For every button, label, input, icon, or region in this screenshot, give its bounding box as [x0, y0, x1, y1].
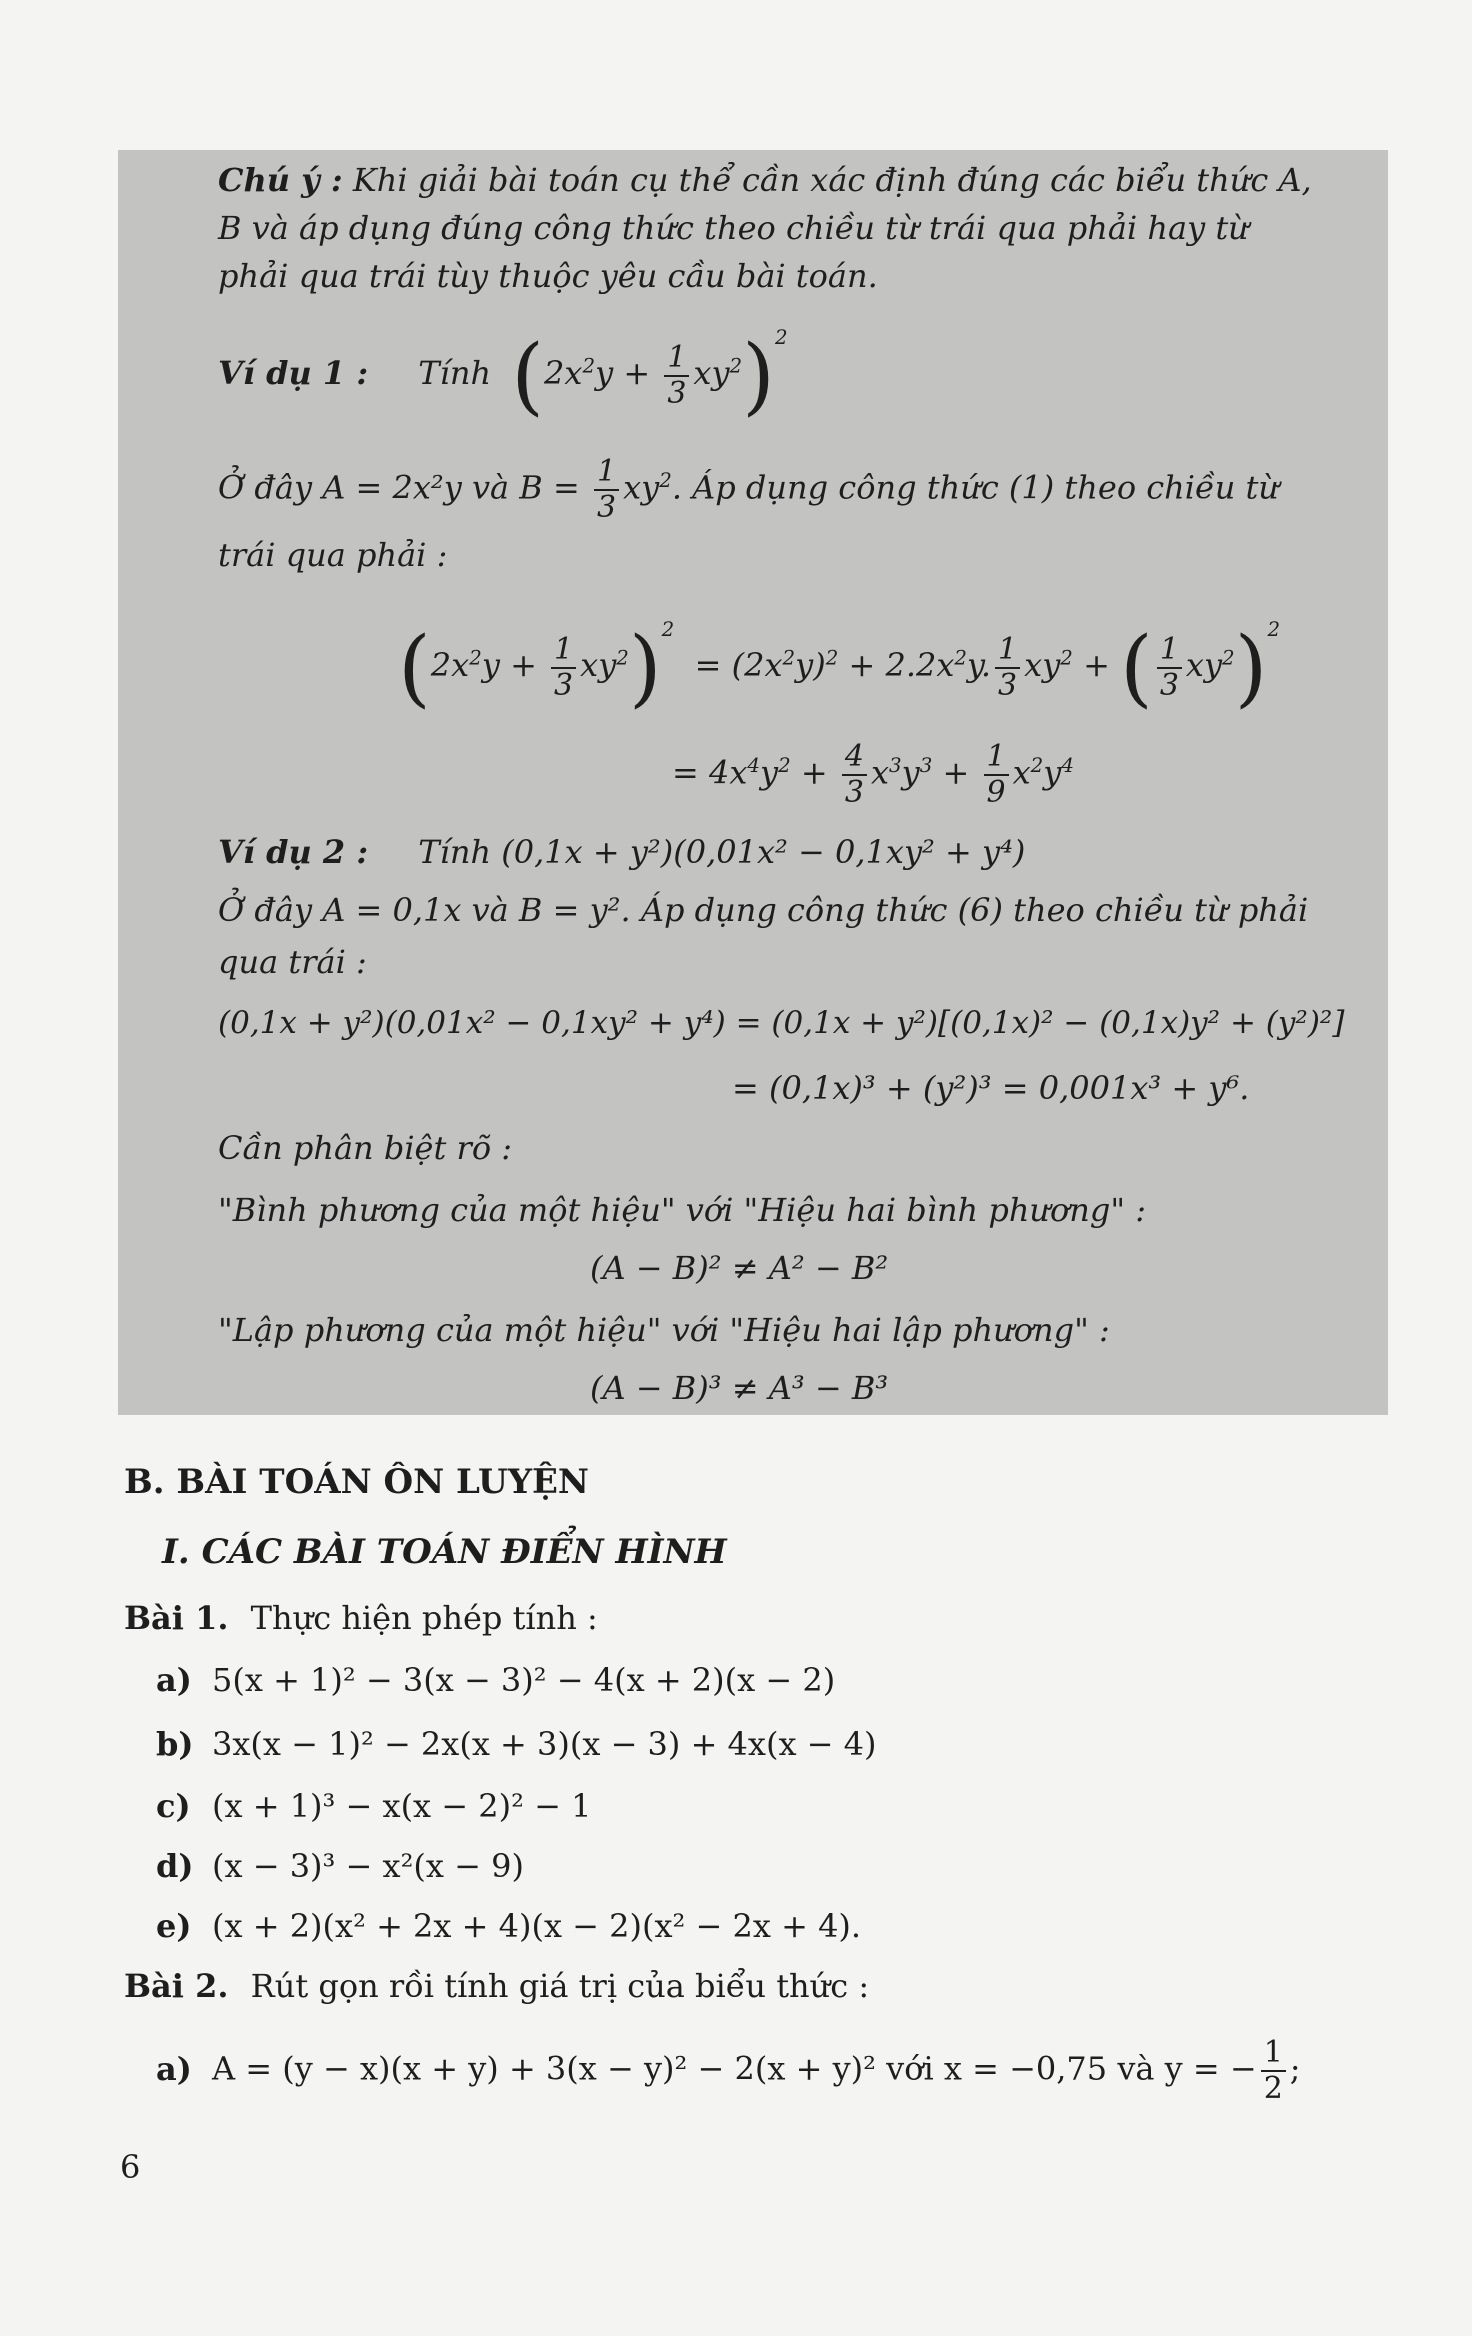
example-2-line-a: Ở đây A = 0,1x và B = y². Áp dụng công thức (6) theo chiều từ phải — [218, 891, 1309, 929]
note-line-2: B và áp dụng đúng công thức theo chiều từ trái qua phải hay từ — [218, 209, 1249, 247]
example-2-line-b: qua trái : — [218, 943, 367, 981]
cube-difference-note: "Lập phương của một hiệu" với "Hiệu hai lập phương" : — [218, 1311, 1110, 1349]
cube-difference-inequality: (A − B)³ ≠ A³ − B³ — [590, 1369, 889, 1407]
example-1-label: Ví dụ 1 : — [218, 354, 369, 392]
exercise-2-heading: Bài 2. Rút gọn rồi tính giá trị của biểu thức : — [124, 1967, 870, 2005]
exercise-2-item-a: a) A = (y − x)(x + y) + 3(x − y)² − 2(x + y)² với x = −0,75 và y = − $\frac{1}{2}$ ; — [156, 2035, 1301, 2106]
example-1-equation-1: ($2x^2y$ + $\frac{1}{3}$ $xy^2)^2 = (2x^2y)^2 + 2.2x^2y$. $\frac{1}{3}$ $xy^2$ + ( $\frac{1}{3}$ $xy^2)^2$ — [398, 618, 1281, 717]
example-1-line-c: trái qua phải : — [218, 536, 448, 574]
exercise-1-heading: Bài 1. Thực hiện phép tính : — [124, 1599, 598, 1637]
exercise-1-label: Bài 1. — [124, 1599, 229, 1637]
example-2-equation-1: (0,1x + y²)(0,01x² − 0,1xy² + y⁴) = (0,1x + y²)[(0,1x)² − (0,1x)y² + (y²)²] — [218, 1005, 1345, 1041]
exercise-2-label: Bài 2. — [124, 1967, 229, 2005]
example-1-expression: ($2x^2y$ + $\frac{1}{3}$ $xy^2)^2$ — [511, 326, 788, 425]
exercise-1-item-a: a) 5(x + 1)² − 3(x − 3)² − 4(x + 2)(x − 2) — [156, 1661, 836, 1699]
section-i-heading: I. CÁC BÀI TOÁN ĐIỂN HÌNH — [162, 1532, 727, 1572]
example-2-heading: Ví dụ 2 : Tính (0,1x + y²)(0,01x² − 0,1xy² + y⁴) — [218, 833, 1026, 871]
exercise-1-item-c: c) (x + 1)³ − x(x − 2)² − 1 — [156, 1787, 592, 1825]
example-2-equation-2: = (0,1x)³ + (y²)³ = 0,001x³ + y⁶. — [732, 1069, 1250, 1107]
example-1-heading: Ví dụ 1 : Tính ($2x^2y$ + $\frac{1}{3}$ $xy^2)^2$ — [218, 326, 788, 425]
square-difference-inequality: (A − B)² ≠ A² − B² — [590, 1249, 889, 1287]
section-b-heading: B. BÀI TOÁN ÔN LUYỆN — [124, 1462, 589, 1502]
square-difference-note: "Bình phương của một hiệu" với "Hiệu hai bình phương" : — [218, 1191, 1147, 1229]
example-2-label: Ví dụ 2 : — [218, 833, 369, 871]
page-number: 6 — [120, 2148, 141, 2186]
example-1-line-a: Ở đây A = 2x²y và B = $\frac{1}{3}$ $xy^2$. Áp dụng công thức (1) theo chiều từ — [218, 454, 1279, 525]
note-label: Chú ý : — [218, 161, 343, 199]
example-1-equation-2: = $4x^4y^2$ + $\frac{4}{3}$ $x^3y^3$ + $\frac{1}{9}$ $x^2y^4$ — [672, 739, 1074, 810]
exercise-1-item-b: b) 3x(x − 1)² − 2x(x + 3)(x − 3) + 4x(x − 4) — [156, 1725, 877, 1763]
note-line-1: Chú ý : Khi giải bài toán cụ thể cần xác định đúng các biểu thức A, — [218, 161, 1312, 199]
distinguish-heading: Cần phân biệt rõ : — [218, 1129, 513, 1167]
exercise-1-item-d: d) (x − 3)³ − x²(x − 9) — [156, 1847, 524, 1885]
exercise-1-item-e: e) (x + 2)(x² + 2x + 4)(x − 2)(x² − 2x + 4). — [156, 1907, 862, 1945]
note-line-3: phải qua trái tùy thuộc yêu cầu bài toán. — [218, 257, 878, 295]
